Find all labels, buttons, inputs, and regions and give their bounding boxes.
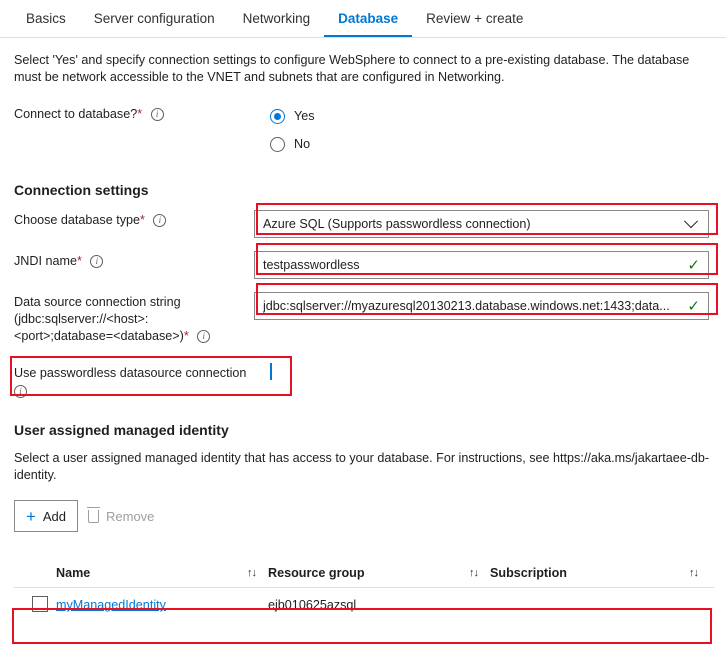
database-type-field <box>254 210 709 238</box>
table-header-row <box>14 558 714 588</box>
connect-to-database-radio-group <box>270 104 315 160</box>
tab-review-create[interactable]: Review + create <box>426 11 524 26</box>
connection-string-label <box>14 292 254 345</box>
tab-basics[interactable]: Basics <box>26 11 66 26</box>
info-icon[interactable]: i <box>14 385 27 398</box>
identity-table <box>14 558 714 622</box>
required-asterisk: * <box>137 107 143 121</box>
connection-string-row <box>14 292 712 345</box>
connect-to-database-label-text: Connect to database? <box>14 107 138 121</box>
required-asterisk: * <box>77 254 82 268</box>
connection-string-field <box>254 292 709 320</box>
connection-string-label-line3: <port>;database=<database>) <box>14 329 184 343</box>
radio-option-no[interactable] <box>270 132 315 156</box>
connect-to-database-label <box>14 104 254 123</box>
table-header-name[interactable] <box>56 566 268 580</box>
passwordless-checkbox-wrap <box>270 363 272 379</box>
table-row[interactable] <box>14 588 714 622</box>
remove-button[interactable] <box>80 500 164 532</box>
radio-yes-label: Yes <box>294 109 315 123</box>
radio-no-indicator <box>270 137 285 152</box>
connection-string-input[interactable] <box>254 292 709 320</box>
connection-settings-heading: Connection settings <box>14 182 149 198</box>
tab-networking[interactable]: Networking <box>242 11 311 26</box>
radio-option-yes[interactable] <box>270 104 315 128</box>
intro-text: Select 'Yes' and specify connection settings to configure WebSphere to connect to a pre-existing database. The database must be network accessible to the VNET and subnets that are configured in Networking. <box>14 53 690 84</box>
table-header-subscription[interactable] <box>490 566 710 580</box>
connection-string-value: jdbc:sqlserver://myazuresql20130213.database.windows.net:1433;data... <box>263 299 670 313</box>
database-type-label <box>14 210 254 229</box>
passwordless-label <box>14 363 254 400</box>
tab-database[interactable]: Database <box>324 0 412 37</box>
valid-check-icon: ✓ <box>687 256 700 274</box>
row-select-checkbox[interactable] <box>32 596 48 612</box>
trash-icon <box>88 510 99 523</box>
table-header-subscription-label: Subscription <box>490 565 567 580</box>
row-name-link[interactable]: myManagedIdentity <box>56 598 166 612</box>
row-resource-group: ejb010625azsql <box>268 598 357 612</box>
passwordless-checkbox[interactable] <box>270 363 272 380</box>
tab-content <box>0 38 726 622</box>
database-type-row <box>14 210 712 238</box>
chevron-down-icon <box>684 214 698 228</box>
plus-icon: + <box>25 506 36 526</box>
jndi-name-value: testpasswordless <box>263 258 360 272</box>
sort-icon[interactable]: ↑↓ <box>469 566 478 579</box>
tab-server-configuration[interactable]: Server configuration <box>93 11 215 26</box>
database-type-value: Azure SQL (Supports passwordless connection) <box>263 217 531 231</box>
radio-yes-indicator <box>270 109 285 124</box>
info-icon[interactable]: i <box>153 214 166 227</box>
passwordless-row <box>14 363 712 400</box>
connect-to-database-row <box>14 104 712 160</box>
database-type-label-text: Choose database type <box>14 213 141 227</box>
info-icon[interactable]: i <box>151 108 164 121</box>
table-header-resource-group-label: Resource group <box>268 565 365 580</box>
connection-string-label-line1: Data source connection string <box>14 295 181 309</box>
table-header-name-label: Name <box>56 565 91 580</box>
jndi-name-row <box>14 251 712 279</box>
jndi-name-input[interactable] <box>254 251 709 279</box>
sort-icon[interactable]: ↑↓ <box>247 566 256 579</box>
radio-no-label: No <box>294 137 311 151</box>
passwordless-label-text: Use passwordless datasource connection <box>14 366 247 380</box>
identity-command-bar <box>14 500 712 532</box>
managed-identity-heading: User assigned managed identity <box>14 422 229 438</box>
table-header-resource-group[interactable] <box>268 566 490 580</box>
valid-check-icon: ✓ <box>687 297 700 315</box>
connection-string-label-line3-wrap <box>14 328 254 345</box>
required-asterisk: * <box>183 329 189 343</box>
connection-string-label-line2: (jdbc:sqlserver://<host>: <box>14 312 149 326</box>
remove-button-label: Remove <box>106 508 155 524</box>
add-button[interactable] <box>14 500 78 532</box>
add-button-label: Add <box>42 508 67 524</box>
info-icon[interactable]: i <box>197 330 210 343</box>
required-asterisk: * <box>140 213 145 227</box>
managed-identity-description: Select a user assigned managed identity that has access to your database. For instructions, see https://aka.ms/jakartaee-db-identity. <box>14 451 710 482</box>
jndi-name-label <box>14 251 254 270</box>
row-select-checkbox-cell <box>14 596 56 615</box>
database-type-dropdown[interactable] <box>254 210 709 238</box>
jndi-name-label-text: JNDI name <box>14 254 77 268</box>
wizard-tabs <box>0 0 726 38</box>
info-icon[interactable]: i <box>90 255 103 268</box>
jndi-name-field <box>254 251 709 279</box>
sort-icon[interactable]: ↑↓ <box>689 566 698 579</box>
